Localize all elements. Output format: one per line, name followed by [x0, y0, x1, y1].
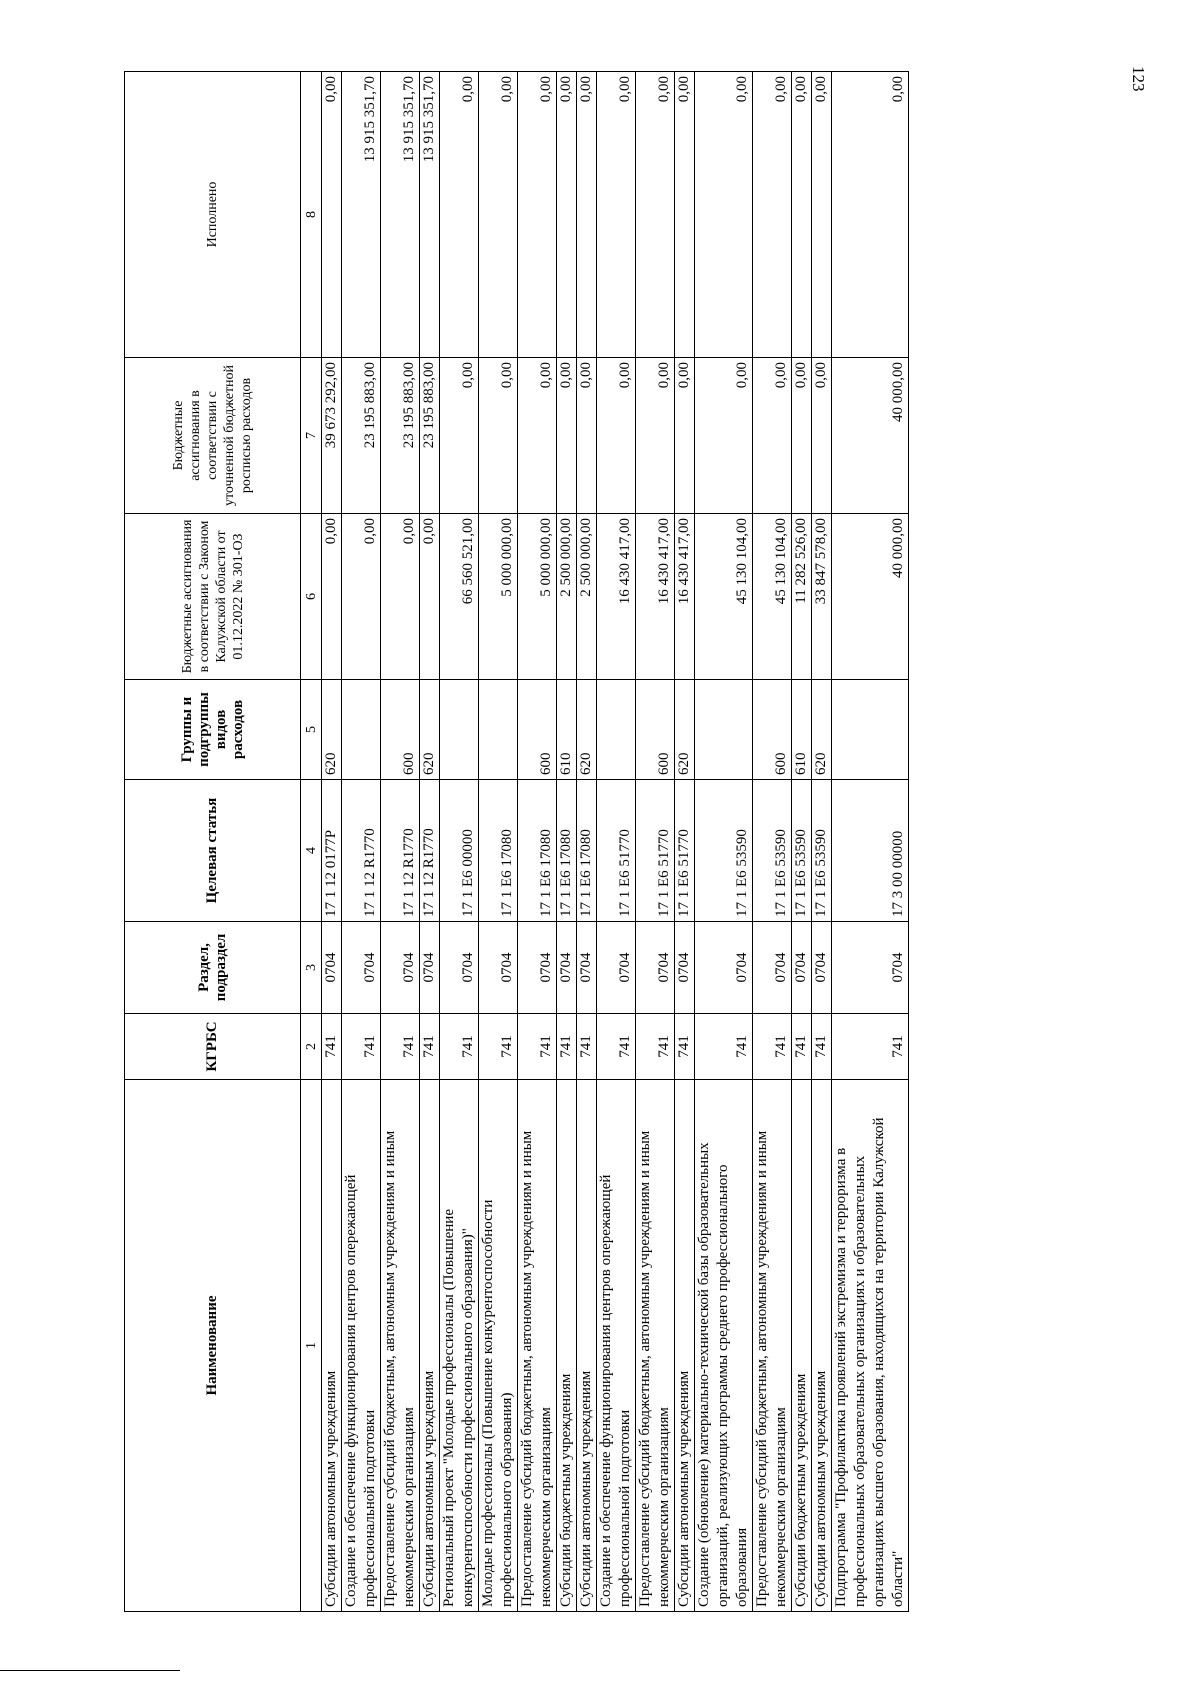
cell-razdel: 0704: [832, 922, 909, 1014]
cell-target-article: 17 1 E6 00000: [440, 780, 479, 922]
cell-expense-group: [440, 680, 479, 780]
header-schedule-allocations: Бюджетные ассигнования в соответствии с уточненной бюджетной росписью расходов: [125, 358, 301, 514]
cell-expense-group: 620: [675, 680, 695, 780]
cell-razdel: 0704: [440, 922, 479, 1014]
column-number: 5: [301, 680, 322, 780]
cell-target-article: 17 3 00 00000: [832, 780, 909, 922]
table-row: [812, 72, 832, 1612]
cell-law-allocation: 2 500 000,00: [557, 514, 577, 680]
budget-table: [124, 71, 909, 1612]
cell-law-allocation: 45 130 104,00: [695, 514, 753, 680]
cell-kgrbs: 741: [557, 1014, 577, 1080]
column-number: 4: [301, 780, 322, 922]
cell-kgrbs: 741: [597, 1014, 636, 1080]
cell-law-allocation: 33 847 578,00: [812, 514, 832, 680]
cell-law-allocation: 0,00: [381, 514, 420, 680]
cell-target-article: 17 1 E6 53590: [695, 780, 753, 922]
cell-name: Субсидии автономным учреждениям: [812, 1080, 832, 1612]
table-row: [518, 72, 557, 1612]
cell-target-article: 17 1 12 R1770: [420, 780, 440, 922]
table-row: [479, 72, 518, 1612]
cell-executed: 0,00: [479, 72, 518, 358]
cell-target-article: 17 1 12 R1770: [381, 780, 420, 922]
cell-kgrbs: 741: [342, 1014, 381, 1080]
cell-name: Субсидии бюджетным учреждениям: [557, 1080, 577, 1612]
cell-law-allocation: 16 430 417,00: [675, 514, 695, 680]
cell-law-allocation: 40 000,00: [832, 514, 909, 680]
header-expense-group: Группы и подгруппы видов расходов: [125, 680, 301, 780]
cell-law-allocation: 0,00: [420, 514, 440, 680]
cell-law-allocation: 5 000 000,00: [518, 514, 557, 680]
column-number: 2: [301, 1014, 322, 1080]
cell-razdel: 0704: [812, 922, 832, 1014]
cell-name: Региональный проект "Молодые профессионалы (Повышение конкурентоспособности профессионального образования)": [440, 1080, 479, 1612]
cell-name: Молодые профессионалы (Повышение конкурентоспособности профессионального образования): [479, 1080, 518, 1612]
cell-expense-group: [479, 680, 518, 780]
cell-target-article: 17 1 E6 51770: [675, 780, 695, 922]
cell-law-allocation: 5 000 000,00: [479, 514, 518, 680]
cell-razdel: 0704: [695, 922, 753, 1014]
cell-kgrbs: 741: [577, 1014, 597, 1080]
cell-schedule-allocation: 0,00: [695, 358, 753, 514]
cell-expense-group: [342, 680, 381, 780]
cell-schedule-allocation: 23 195 883,00: [420, 358, 440, 514]
cell-target-article: 17 1 E6 53590: [792, 780, 812, 922]
cell-schedule-allocation: 0,00: [557, 358, 577, 514]
cell-schedule-allocation: 0,00: [753, 358, 792, 514]
header-razdel: Раздел, подраздел: [125, 922, 301, 1014]
column-number-row: [301, 72, 322, 1612]
cell-name: Создание и обеспечение функционирования центров опережающей профессиональной подготовки: [342, 1080, 381, 1612]
cell-expense-group: [597, 680, 636, 780]
cell-law-allocation: 0,00: [322, 514, 342, 680]
table-row: [557, 72, 577, 1612]
cell-executed: 0,00: [597, 72, 636, 358]
cell-kgrbs: 741: [675, 1014, 695, 1080]
cell-executed: 0,00: [577, 72, 597, 358]
cell-expense-group: 600: [753, 680, 792, 780]
cell-schedule-allocation: 0,00: [518, 358, 557, 514]
cell-law-allocation: 16 430 417,00: [636, 514, 675, 680]
cell-executed: 0,00: [832, 72, 909, 358]
cell-name: Предоставление субсидий бюджетным, автономным учреждениям и иным некоммерческим организациям: [381, 1080, 420, 1612]
cell-kgrbs: 741: [636, 1014, 675, 1080]
cell-schedule-allocation: 0,00: [792, 358, 812, 514]
cell-target-article: 17 1 E6 53590: [753, 780, 792, 922]
cell-schedule-allocation: 0,00: [577, 358, 597, 514]
cell-executed: 0,00: [557, 72, 577, 358]
cell-target-article: 17 1 E6 17080: [557, 780, 577, 922]
header-law-allocations: Бюджетные ассигнования в соответствии с Законом Калужской области от 01.12.2022 № 301-ОЗ: [125, 514, 301, 680]
cell-kgrbs: 741: [479, 1014, 518, 1080]
cell-name: Предоставление субсидий бюджетным, автономным учреждениям и иным некоммерческим организациям: [518, 1080, 557, 1612]
cell-razdel: 0704: [675, 922, 695, 1014]
cell-kgrbs: 741: [518, 1014, 557, 1080]
cell-expense-group: 610: [792, 680, 812, 780]
cell-law-allocation: 0,00: [342, 514, 381, 680]
cell-kgrbs: 741: [322, 1014, 342, 1080]
cell-schedule-allocation: 0,00: [636, 358, 675, 514]
cell-schedule-allocation: 0,00: [812, 358, 832, 514]
cell-executed: 0,00: [792, 72, 812, 358]
cell-razdel: 0704: [322, 922, 342, 1014]
cell-kgrbs: 741: [832, 1014, 909, 1080]
cell-target-article: 17 1 E6 53590: [812, 780, 832, 922]
cell-name: Субсидии автономным учреждениям: [577, 1080, 597, 1612]
cell-name: Субсидии автономным учреждениям: [675, 1080, 695, 1612]
header-name: Наименование: [125, 1080, 301, 1612]
cell-expense-group: [832, 680, 909, 780]
cell-law-allocation: 2 500 000,00: [577, 514, 597, 680]
cell-target-article: 17 1 E6 17080: [577, 780, 597, 922]
cell-razdel: 0704: [636, 922, 675, 1014]
cell-name: Создание и обеспечение функционирования центров опережающей профессиональной подготовки: [597, 1080, 636, 1612]
cell-law-allocation: 45 130 104,00: [753, 514, 792, 680]
header-target: Целевая статья: [125, 780, 301, 922]
cell-name: Подпрограмма "Профилактика проявлений экстремизма и терроризма в профессиональных образовательных организациях и образовательных организациях высшего образования, находящихся на территории Калужской области": [832, 1080, 909, 1612]
cell-kgrbs: 741: [753, 1014, 792, 1080]
cell-executed: 13 915 351,70: [420, 72, 440, 358]
page-number: 123: [1129, 66, 1148, 92]
cell-expense-group: 620: [322, 680, 342, 780]
table-row: [597, 72, 636, 1612]
cell-target-article: 17 1 E6 17080: [479, 780, 518, 922]
cell-name: Субсидии бюджетным учреждениям: [792, 1080, 812, 1612]
table-row: [440, 72, 479, 1612]
cell-schedule-allocation: 39 673 292,00: [322, 358, 342, 514]
cell-schedule-allocation: 0,00: [440, 358, 479, 514]
cell-schedule-allocation: 0,00: [675, 358, 695, 514]
cell-expense-group: 620: [420, 680, 440, 780]
cell-name: Субсидии автономным учреждениям: [420, 1080, 440, 1612]
cell-expense-group: 620: [812, 680, 832, 780]
cell-expense-group: 600: [518, 680, 557, 780]
cell-target-article: 17 1 12 0177P: [322, 780, 342, 922]
cell-executed: 0,00: [812, 72, 832, 358]
cell-executed: 13 915 351,70: [342, 72, 381, 358]
cell-razdel: 0704: [753, 922, 792, 1014]
cell-razdel: 0704: [381, 922, 420, 1014]
cell-law-allocation: 16 430 417,00: [597, 514, 636, 680]
cell-razdel: 0704: [792, 922, 812, 1014]
cell-kgrbs: 741: [381, 1014, 420, 1080]
column-number: 7: [301, 358, 322, 514]
cell-schedule-allocation: 0,00: [597, 358, 636, 514]
cell-name: Предоставление субсидий бюджетным, автономным учреждениям и иным некоммерческим организациям: [636, 1080, 675, 1612]
cell-kgrbs: 741: [420, 1014, 440, 1080]
table-row: [636, 72, 675, 1612]
cell-expense-group: 620: [577, 680, 597, 780]
cell-razdel: 0704: [518, 922, 557, 1014]
header-row: [125, 72, 301, 1612]
footnote-separator: [0, 1670, 180, 1671]
cell-kgrbs: 741: [812, 1014, 832, 1080]
header-kgrbs: КГРБС: [125, 1014, 301, 1080]
cell-executed: 0,00: [518, 72, 557, 358]
cell-razdel: 0704: [420, 922, 440, 1014]
cell-schedule-allocation: 23 195 883,00: [381, 358, 420, 514]
cell-schedule-allocation: 0,00: [479, 358, 518, 514]
cell-razdel: 0704: [597, 922, 636, 1014]
rotated-table-container: [124, 72, 909, 1612]
cell-target-article: 17 1 E6 17080: [518, 780, 557, 922]
column-number: 8: [301, 72, 322, 358]
cell-expense-group: 600: [381, 680, 420, 780]
cell-executed: 0,00: [675, 72, 695, 358]
cell-expense-group: [695, 680, 753, 780]
cell-razdel: 0704: [557, 922, 577, 1014]
cell-target-article: 17 1 12 R1770: [342, 780, 381, 922]
table-row: [381, 72, 420, 1612]
cell-executed: 0,00: [440, 72, 479, 358]
cell-razdel: 0704: [479, 922, 518, 1014]
cell-executed: 0,00: [753, 72, 792, 358]
cell-executed: 13 915 351,70: [381, 72, 420, 358]
table-row: [695, 72, 753, 1612]
cell-law-allocation: 11 282 526,00: [792, 514, 812, 680]
cell-law-allocation: 66 560 521,00: [440, 514, 479, 680]
cell-schedule-allocation: 40 000,00: [832, 358, 909, 514]
cell-executed: 0,00: [636, 72, 675, 358]
cell-target-article: 17 1 E6 51770: [636, 780, 675, 922]
cell-razdel: 0704: [342, 922, 381, 1014]
table-row: [342, 72, 381, 1612]
column-number: 3: [301, 922, 322, 1014]
table-row: [753, 72, 792, 1612]
cell-name: Предоставление субсидий бюджетным, автономным учреждениям и иным некоммерческим организациям: [753, 1080, 792, 1612]
cell-kgrbs: 741: [695, 1014, 753, 1080]
cell-name: Создание (обновление) материально-технической базы образовательных организаций, реализующих программы среднего профессионального образования: [695, 1080, 753, 1612]
cell-expense-group: 610: [557, 680, 577, 780]
table-row: [832, 72, 909, 1612]
table-row: [322, 72, 342, 1612]
table-row: [577, 72, 597, 1612]
cell-target-article: 17 1 E6 51770: [597, 780, 636, 922]
column-number: 1: [301, 1080, 322, 1612]
cell-executed: 0,00: [695, 72, 753, 358]
cell-expense-group: 600: [636, 680, 675, 780]
cell-kgrbs: 741: [792, 1014, 812, 1080]
table-row: [420, 72, 440, 1612]
cell-kgrbs: 741: [440, 1014, 479, 1080]
cell-razdel: 0704: [577, 922, 597, 1014]
cell-executed: 0,00: [322, 72, 342, 358]
header-executed: Исполнено: [125, 72, 301, 358]
cell-schedule-allocation: 23 195 883,00: [342, 358, 381, 514]
table-row: [675, 72, 695, 1612]
column-number: 6: [301, 514, 322, 680]
table-row: [792, 72, 812, 1612]
cell-name: Субсидии автономным учреждениям: [322, 1080, 342, 1612]
